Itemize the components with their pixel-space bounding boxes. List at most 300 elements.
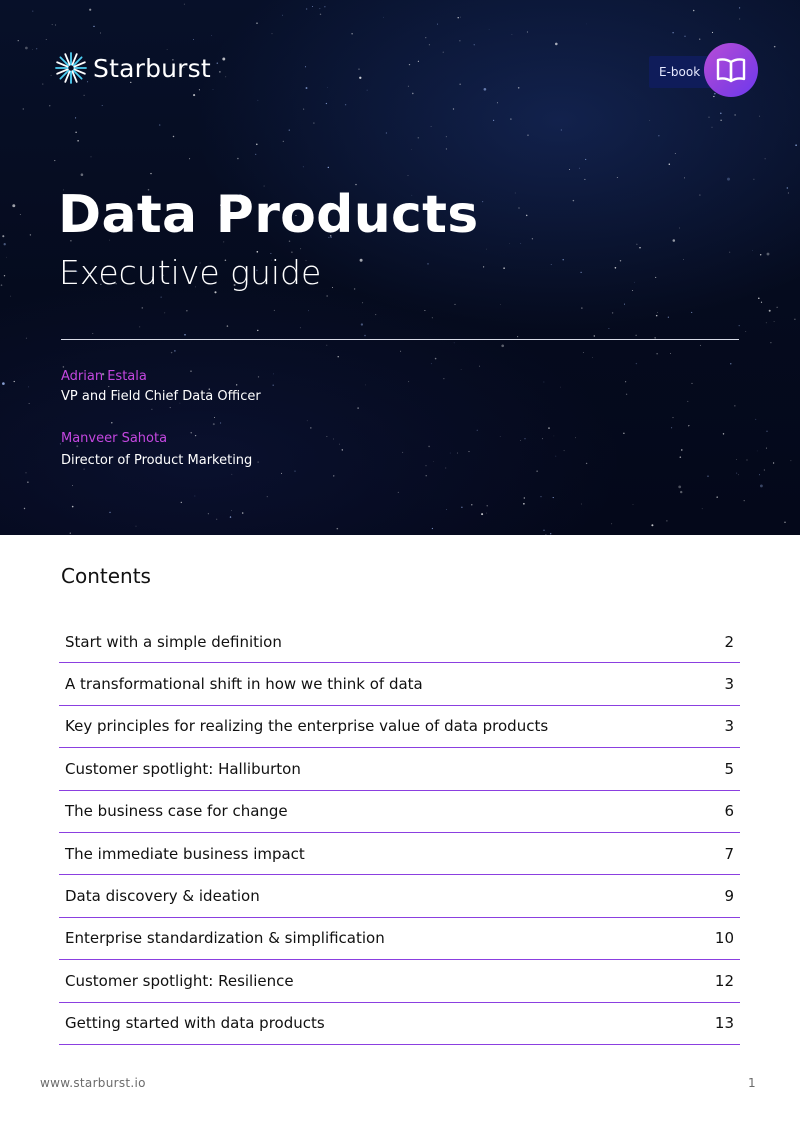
star-dot [688,425,689,426]
star-dot [433,461,434,462]
star-dot [745,331,746,332]
toc-item[interactable] [59,833,740,875]
star-dot [523,503,525,505]
star-dot [338,356,339,357]
star-dot [159,124,161,126]
star-dot [553,497,554,498]
star-dot [608,328,609,329]
star-dot [482,201,483,202]
toc-item-page: 3 [724,675,734,694]
toc-item[interactable] [59,1003,740,1045]
star-dot [671,427,672,428]
star-dot [734,405,735,406]
toc-item-page: 7 [724,844,734,863]
star-dot [739,7,740,8]
star-dot [524,438,525,439]
star-dot [195,435,196,436]
star-dot [418,137,420,139]
star-dot [651,524,653,526]
star-dot [75,117,76,118]
star-dot [757,451,758,452]
star-dot [760,254,761,255]
star-dot [625,381,626,382]
author-role: VP and Field Chief Data Officer [61,389,261,404]
star-dot [213,423,215,425]
star-dot [486,249,487,250]
star-dot [300,248,301,249]
star-dot [432,317,433,318]
star-dot [788,192,789,193]
star-dot [431,363,432,364]
star-dot [532,238,533,239]
toc-item-title: The business case for change [65,802,288,821]
star-dot [307,420,308,421]
star-dot [211,35,212,36]
toc-item[interactable] [59,663,740,705]
toc-item-title: Customer spotlight: Resilience [65,971,294,990]
star-dot [518,87,520,89]
star-dot [42,84,43,85]
star-dot [474,44,475,45]
star-dot [461,369,462,370]
star-dot [308,310,309,311]
toc-item-page: 2 [724,632,734,651]
star-dot [342,449,343,450]
star-dot [332,287,333,288]
star-dot [327,87,328,88]
star-dot [501,344,504,347]
star-dot [560,387,561,388]
star-dot [655,277,656,278]
star-dot [510,118,511,119]
star-dot [357,407,358,408]
star-dot [49,105,50,106]
star-dot [189,158,190,159]
star-dot [712,32,713,33]
star-dot [526,215,528,217]
star-dot [272,384,273,385]
star-dot [173,136,174,137]
star-dot [427,263,428,264]
star-dot [333,439,334,440]
star-dot [657,312,658,313]
star-dot [471,504,472,505]
toc-item[interactable] [59,791,740,833]
star-dot [615,267,617,269]
star-dot [548,427,549,428]
star-dot [581,308,582,309]
star-dot [536,471,537,472]
star-dot [738,474,739,475]
star-dot [766,448,767,449]
star-dot [544,382,545,383]
star-dot [736,459,737,460]
star-dot [624,304,625,305]
star-dot [398,492,399,493]
star-dot [354,288,355,289]
star-dot [219,71,220,72]
star-dot [784,522,785,523]
star-dot [255,154,256,155]
star-dot [723,433,724,434]
star-dot [184,334,186,336]
star-dot [670,353,671,354]
star-dot [12,204,15,207]
star-dot [639,247,640,248]
star-dot [313,123,314,124]
star-dot [358,69,359,70]
star-dot [328,167,329,168]
star-dot [579,168,580,169]
toc-item-page: 9 [724,887,734,906]
star-dot [26,338,27,339]
star-dot [400,351,401,352]
star-dot [584,179,585,180]
toc-item-title: Customer spotlight: Halliburton [65,759,301,778]
star-dot [656,353,657,354]
toc-item-page: 13 [714,1014,734,1033]
star-dot [14,381,15,382]
star-dot [760,484,763,487]
star-dot [225,76,226,77]
star-dot [4,243,6,245]
star-dot [759,474,760,475]
star-dot [437,24,438,25]
star-dot [583,352,584,353]
star-dot [52,24,53,25]
star-dot [739,325,740,326]
star-dot [30,234,31,235]
star-dot [208,513,209,514]
star-dot [222,58,225,61]
star-dot [773,462,774,463]
star-dot [519,208,520,209]
star-dot [774,321,775,322]
star-dot [324,6,325,7]
star-dot [791,460,792,461]
star-dot [683,259,684,260]
star-dot [273,374,274,375]
star-dot [426,475,427,476]
star-dot [386,133,387,134]
star-dot [459,40,460,41]
star-dot [515,193,516,194]
star-dot [759,116,760,117]
star-dot [460,84,461,85]
star-dot [468,451,469,452]
star-dot [675,153,676,154]
star-dot [693,10,695,12]
star-dot [678,486,681,489]
star-dot [306,87,308,89]
star-dot [555,456,556,457]
star-dot [611,523,612,524]
star-dot [303,109,304,110]
star-dot [289,129,290,130]
star-dot [24,508,25,509]
author-role: Director of Product Marketing [61,453,253,468]
star-dot [649,120,650,121]
star-dot [258,376,259,377]
star-dot [345,104,346,105]
star-dot [477,430,478,431]
star-dot [362,302,363,303]
star-dot [752,250,753,251]
star-dot [636,244,637,245]
star-dot [714,93,715,94]
star-dot [612,312,613,313]
star-dot [319,8,320,9]
star-dot [217,62,219,64]
star-dot [305,66,306,67]
star-dot [84,95,85,96]
star-dot [213,89,214,90]
ebook-badge-label: E-book [659,65,701,79]
toc-item-page: 5 [724,759,734,778]
brand-name: Starburst [93,53,211,83]
star-dot [517,336,518,337]
open-book-icon [704,43,758,97]
star-dot [509,243,510,244]
star-dot [100,32,101,33]
star-dot [161,297,162,298]
star-dot [81,173,84,176]
star-dot [730,363,731,364]
star-dot [167,49,168,50]
star-dot [770,342,771,343]
star-dot [193,39,194,40]
toc-item[interactable] [59,918,740,960]
star-dot [190,371,191,372]
star-dot [337,528,339,530]
star-dot [199,89,200,90]
star-dot [493,120,494,121]
star-dot [633,504,634,505]
toc-item-page: 10 [714,929,734,948]
star-dot [620,260,621,261]
star-dot [632,290,633,291]
star-dot [89,9,91,11]
star-dot [18,40,19,41]
star-dot [483,266,484,267]
star-dot [408,381,409,382]
star-dot [712,127,713,128]
star-dot [511,34,512,35]
star-dot [755,419,756,420]
star-dot [489,29,490,30]
star-dot [4,275,5,276]
star-dot [72,506,74,508]
star-dot [1,284,3,286]
star-dot [55,25,56,26]
star-dot [281,473,282,474]
star-dot [365,385,366,386]
star-dot [230,516,231,517]
star-dot [412,93,414,95]
star-dot [29,403,30,404]
star-dot [46,39,47,40]
star-dot [454,342,455,343]
star-dot [272,33,273,34]
star-dot [636,363,637,364]
star-dot [691,312,692,313]
starburst-logo-icon [55,52,87,84]
star-dot [300,327,301,328]
star-dot [744,500,745,501]
star-dot [758,298,760,300]
star-dot [326,436,327,437]
star-dot [216,519,217,520]
star-dot [428,446,430,448]
star-dot [586,24,587,25]
star-dot [2,382,5,385]
star-dot [171,352,172,353]
star-dot [527,135,528,136]
star-dot [699,195,700,196]
star-dot [429,44,430,45]
toc-item[interactable] [59,706,740,748]
star-dot [409,64,410,65]
star-dot [699,39,700,40]
star-dot [327,296,328,297]
star-dot [111,422,112,423]
star-dot [359,77,361,79]
star-dot [242,512,244,514]
star-dot [692,383,693,384]
star-dot [794,319,795,320]
star-dot [581,503,582,504]
toc-item-page: 3 [724,717,734,736]
toc-item-title: Getting started with data products [65,1014,325,1033]
star-dot [767,253,770,256]
star-dot [136,526,137,527]
star-dot [446,148,447,149]
star-dot [669,164,670,165]
star-dot [734,114,735,115]
star-dot [700,345,701,346]
star-dot [497,102,498,103]
star-dot [680,456,682,458]
star-dot [561,129,562,130]
star-dot [6,257,7,258]
star-dot [484,88,487,91]
star-dot [257,330,258,331]
star-dot [186,310,187,311]
star-dot [25,47,28,50]
star-dot [680,491,682,493]
star-dot [193,94,195,96]
star-dot [486,513,487,514]
star-dot [713,96,714,97]
star-dot [487,505,488,506]
star-dot [446,136,447,137]
toc-item-title: Data discovery & ideation [65,887,260,906]
star-dot [457,453,458,454]
star-dot [351,33,352,34]
star-dot [54,160,55,161]
star-dot [102,105,103,106]
toc-item[interactable] [59,621,740,663]
star-dot [36,48,37,49]
star-dot [592,357,593,358]
star-dot [520,440,521,441]
toc-item[interactable] [59,875,740,917]
star-dot [256,144,258,146]
star-dot [563,259,564,260]
star-dot [554,436,555,437]
star-dot [51,75,52,76]
star-dot [636,335,637,336]
star-dot [164,313,165,314]
star-dot [736,473,737,474]
star-dot [541,496,542,497]
star-dot [524,497,525,498]
star-dot [684,36,685,37]
star-dot [761,302,762,303]
star-dot [408,86,409,87]
footer-url[interactable]: www.starburst.io [40,1076,146,1090]
star-dot [75,132,76,133]
star-dot [672,32,673,33]
star-dot [326,345,327,346]
star-dot [361,323,363,325]
star-dot [425,37,426,38]
star-dot [431,126,432,127]
star-dot [679,228,680,229]
star-dot [174,350,176,352]
star-dot [320,14,321,15]
star-dot [72,485,73,486]
star-dot [450,453,451,454]
star-dot [20,214,21,215]
star-dot [258,462,259,463]
star-dot [367,90,368,91]
star-dot [716,496,718,498]
star-dot [446,509,447,510]
star-dot [231,510,232,511]
document-title: Data Products [58,185,479,245]
star-dot [237,158,239,160]
footer-page-number: 1 [748,1076,756,1090]
author-name: Manveer Sahota [61,431,168,446]
toc-item[interactable] [59,748,740,790]
star-dot [503,267,505,269]
star-dot [23,109,24,110]
star-dot [258,100,259,101]
star-dot [479,366,480,367]
toc-item-title: Enterprise standardization & simplification [65,929,385,948]
star-dot [333,475,334,476]
star-dot [656,315,658,317]
toc-item[interactable] [59,960,740,1002]
star-dot [453,108,454,109]
toc-item-title: The immediate business impact [65,844,305,863]
star-dot [594,335,595,336]
star-dot [766,322,767,323]
star-dot [623,433,624,434]
star-dot [181,502,182,503]
star-dot [191,432,192,433]
star-dot [458,17,459,18]
star-dot [569,169,570,170]
star-dot [360,259,363,262]
star-dot [545,534,546,535]
star-dot [542,438,543,439]
star-dot [747,460,748,461]
brand-logo[interactable] [55,51,211,85]
star-dot [267,496,268,497]
star-dot [681,449,682,450]
